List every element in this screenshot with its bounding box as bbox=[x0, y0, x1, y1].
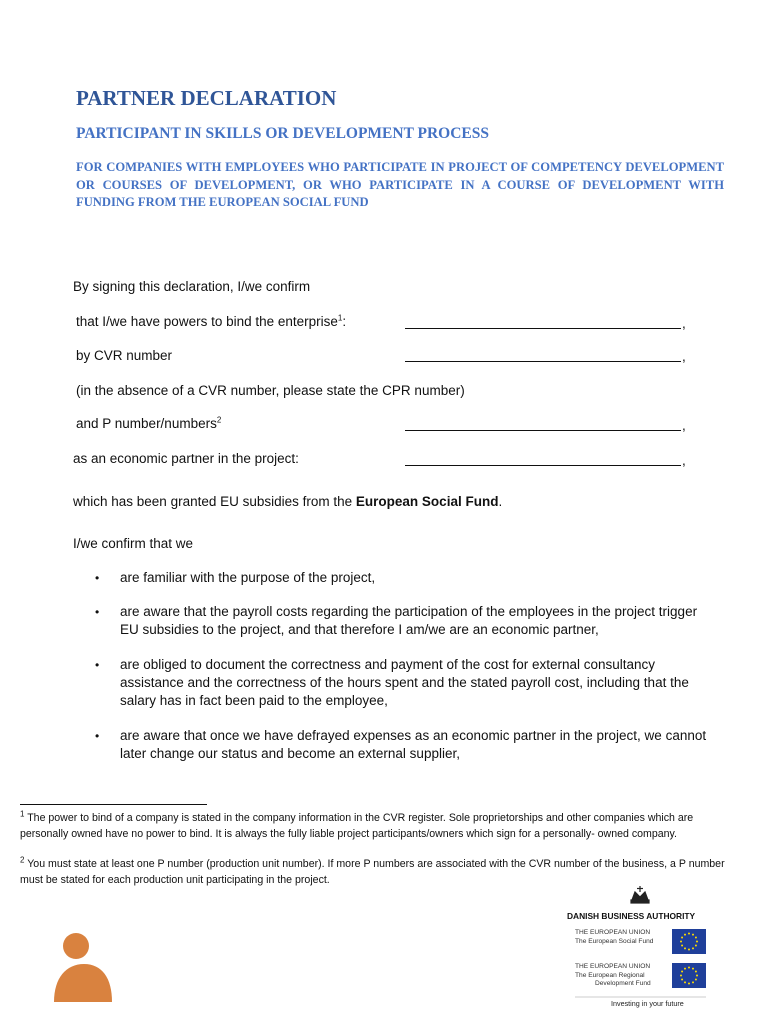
eu2-line2: The European Regional bbox=[575, 972, 645, 979]
list-item: • are obliged to document the correctness and payment of the cost for external consultancy assistance and the correctness of the hours spent and the stated payroll cost, including that the salary has in fact been paid to the employee, bbox=[95, 657, 689, 708]
danish-business-authority-logo bbox=[565, 886, 715, 1011]
footnote-ref-1: 1 bbox=[337, 313, 343, 323]
cpr-note: (in the absence of a CVR number, please state the CPR number) bbox=[76, 383, 465, 398]
list-item: • are aware that the payroll costs regarding the participation of the employees in the project trigger EU subsidies to the project, and that therefore I am/we are an economic partner, bbox=[95, 604, 698, 637]
cvr-number-field[interactable] bbox=[405, 361, 681, 362]
eu-star bbox=[681, 971, 683, 973]
eu1-line2: The European Social Fund bbox=[575, 938, 654, 945]
footnote-separator bbox=[20, 804, 207, 805]
bullet: • bbox=[95, 571, 100, 585]
field-label-cvr: by CVR number bbox=[76, 348, 173, 363]
eu-star bbox=[692, 981, 694, 983]
bullet: • bbox=[95, 605, 100, 619]
eu-star bbox=[688, 949, 690, 951]
field-comma: , bbox=[682, 418, 686, 433]
footnote-1: $^1$ The power to bind of a company is stated in the company information in the CVR register. Sole proprietorships and other companies which are personally owned have no power to bind. It is always the fully liable project participants/owners which sign for a personally- owned company. bbox=[20, 809, 694, 840]
eu-star bbox=[692, 934, 694, 936]
eu-star bbox=[696, 941, 698, 943]
eu-star bbox=[692, 968, 694, 970]
esf-bold: European Social Fund bbox=[355, 494, 499, 509]
field-comma: , bbox=[682, 453, 686, 468]
logo-tagline: Investing in your future bbox=[611, 999, 684, 1008]
eu-star bbox=[680, 975, 682, 977]
eu2-line1: THE EUROPEAN UNION bbox=[575, 963, 651, 970]
field-label-bind-power: that I/we have powers to bind the enterprise$^1$: bbox=[76, 313, 347, 329]
eu-star bbox=[695, 937, 697, 939]
eu-star bbox=[688, 983, 690, 985]
eu-star bbox=[681, 979, 683, 981]
eu-star bbox=[684, 947, 686, 949]
list-item: • are aware that once we have defrayed expenses as an economic partner in the project, we cannot later change our status and become an external supplier, bbox=[95, 728, 707, 761]
bind-power-field[interactable] bbox=[405, 328, 681, 329]
field-comma: , bbox=[682, 349, 686, 364]
bullet: • bbox=[95, 658, 100, 672]
eu-star bbox=[692, 947, 694, 949]
subsidy-statement: which has been granted EU subsidies from the European Social Fund. bbox=[73, 494, 503, 509]
footnote-2: $^2$ You must state at least one P number (production unit number). If more P numbers are associated with the CVR number of the business, a P number must be stated for each production unit participating in the project. bbox=[20, 855, 725, 886]
eu-flag-icon bbox=[672, 929, 706, 954]
field-label-economic-partner: as an economic partner in the project: bbox=[73, 451, 299, 466]
person-icon bbox=[54, 932, 114, 1002]
crown-icon bbox=[631, 886, 649, 903]
eu1-line1: THE EUROPEAN UNION bbox=[575, 929, 651, 936]
eu-star bbox=[684, 934, 686, 936]
eu-star bbox=[681, 937, 683, 939]
eu-star bbox=[681, 945, 683, 947]
page-title: PARTNER DECLARATION bbox=[76, 86, 337, 110]
economic-partner-field[interactable] bbox=[405, 465, 681, 466]
field-comma: , bbox=[682, 316, 686, 331]
eu-star bbox=[688, 933, 690, 935]
authority-name: DANISH BUSINESS AUTHORITY bbox=[567, 911, 696, 921]
field-label-p-number: and P number/numbers$^2$ bbox=[76, 415, 222, 431]
eu-star bbox=[684, 981, 686, 983]
eu-star bbox=[684, 968, 686, 970]
list-item: • are familiar with the purpose of the project, bbox=[95, 570, 376, 585]
footnote-ref-2: 2 bbox=[216, 415, 222, 425]
bullet: • bbox=[95, 729, 100, 743]
eu2-line3: Development Fund bbox=[595, 980, 651, 987]
eu-star bbox=[696, 975, 698, 977]
intro-heading: FOR COMPANIES WITH EMPLOYEES WHO PARTICIPATE IN PROJECT OF COMPETENCY DEVELOPMENT OR COURSES OF DEVELOPMENT, OR WHO PARTICIPATE IN A COURSE OF DEVELOPMENT WITH FUNDING FROM THE EUROPEAN SOCIAL FUND bbox=[76, 160, 724, 209]
eu-star bbox=[680, 941, 682, 943]
eu-flag-icon bbox=[672, 963, 706, 988]
eu-star bbox=[695, 971, 697, 973]
eu-star bbox=[688, 967, 690, 969]
eu-star bbox=[695, 945, 697, 947]
page-subtitle: PARTICIPANT IN SKILLS OR DEVELOPMENT PROCESS bbox=[76, 125, 490, 142]
eu-star bbox=[695, 979, 697, 981]
p-number-field[interactable] bbox=[405, 430, 681, 431]
confirm-that-heading: I/we confirm that we bbox=[73, 536, 194, 551]
confirm-heading: By signing this declaration, I/we confirm bbox=[73, 279, 311, 294]
